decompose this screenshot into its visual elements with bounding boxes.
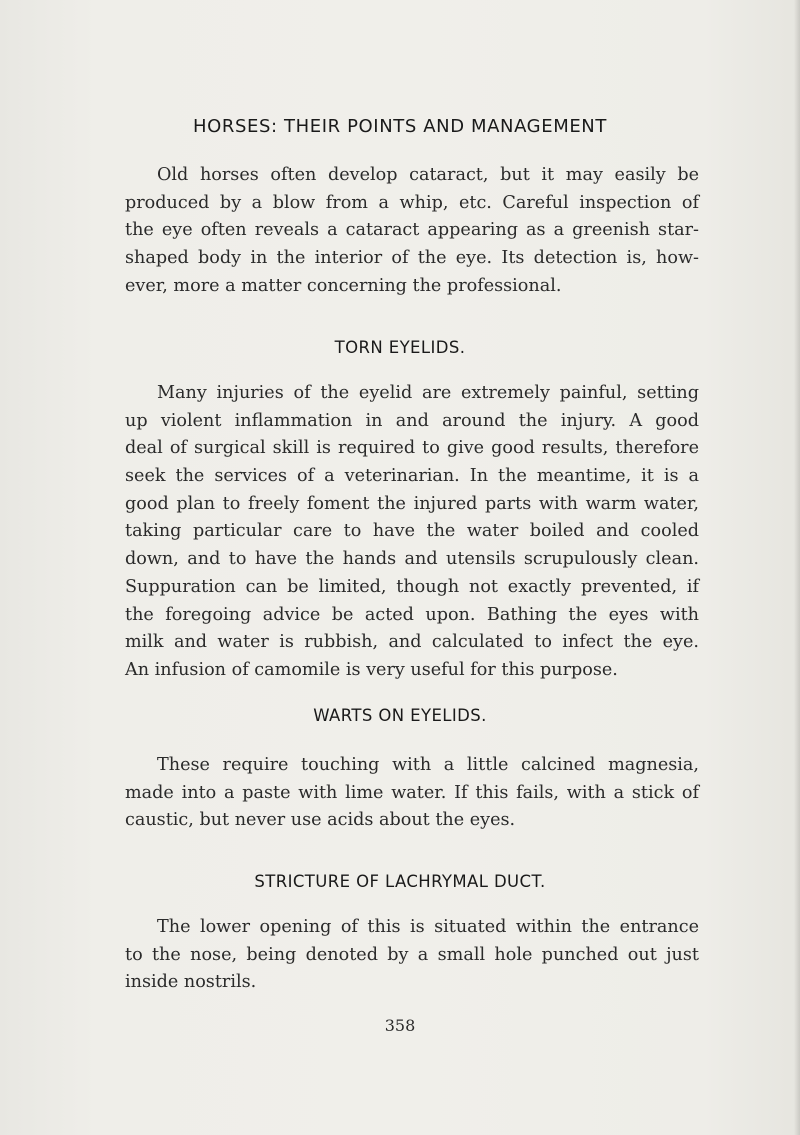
paragraph-torn-eyelids bbox=[125, 380, 699, 685]
text-line: Many injuries of the eyelid are extremely painful, setting bbox=[157, 383, 699, 403]
text-line: These require touching with a little calcined magnesia, bbox=[157, 755, 699, 775]
paragraph-cataract bbox=[125, 162, 699, 300]
text-line: deal of surgical skill is required to give good results, therefore bbox=[125, 438, 699, 459]
text-line: ever, more a matter concerning the professional. bbox=[125, 275, 562, 296]
text-line: to the nose, being denoted by a small hole punched out just bbox=[125, 944, 699, 965]
text-line: the eye often reveals a cataract appearing as a greenish star- bbox=[125, 220, 699, 241]
text-line: taking particular care to have the water boiled and cooled bbox=[125, 521, 699, 542]
text-line: An infusion of camomile is very useful for this purpose. bbox=[125, 659, 618, 680]
text-line: seek the services of a veterinarian. In the meantime, it is a bbox=[125, 466, 699, 487]
text-line: caustic, but never use acids about the eyes. bbox=[125, 810, 516, 831]
text-line: milk and water is rubbish, and calculated to infect the eye. bbox=[125, 632, 699, 653]
section-heading-torn-eyelids: TORN EYELIDS. bbox=[334, 338, 466, 357]
text-line: shaped body in the interior of the eye. Its detection is, how- bbox=[125, 248, 699, 269]
running-head: HORSES: THEIR POINTS AND MANAGEMENT bbox=[193, 116, 607, 137]
text-line: The lower opening of this is situated within the entrance bbox=[157, 917, 699, 937]
page-edge-shadow bbox=[794, 0, 800, 1135]
text-line: made into a paste with lime water. If this fails, with a stick of bbox=[125, 782, 699, 803]
text-line: Suppuration can be limited, though not exactly prevented, if bbox=[125, 576, 699, 597]
text-line: the foregoing advice be acted upon. Bathing the eyes with bbox=[125, 604, 699, 625]
text-line: produced by a blow from a whip, etc. Careful inspection of bbox=[125, 192, 699, 213]
text-line: down, and to have the hands and utensils scrupulously clean. bbox=[125, 549, 699, 570]
section-heading-warts-on-eyelids: WARTS ON EYELIDS. bbox=[313, 706, 487, 725]
paragraph-warts-on-eyelids bbox=[125, 752, 699, 835]
page-number: 358 bbox=[384, 1016, 416, 1035]
paragraph-stricture-lachrymal-duct bbox=[125, 914, 699, 997]
section-heading-stricture-lachrymal-duct: STRICTURE OF LACHRYMAL DUCT. bbox=[254, 872, 546, 891]
text-line: up violent inflammation in and around the injury. A good bbox=[125, 410, 699, 431]
text-line: Old horses often develop cataract, but it may easily be bbox=[157, 165, 699, 185]
text-line: inside nostrils. bbox=[125, 972, 257, 993]
text-line: good plan to freely foment the injured parts with warm water, bbox=[125, 493, 699, 514]
